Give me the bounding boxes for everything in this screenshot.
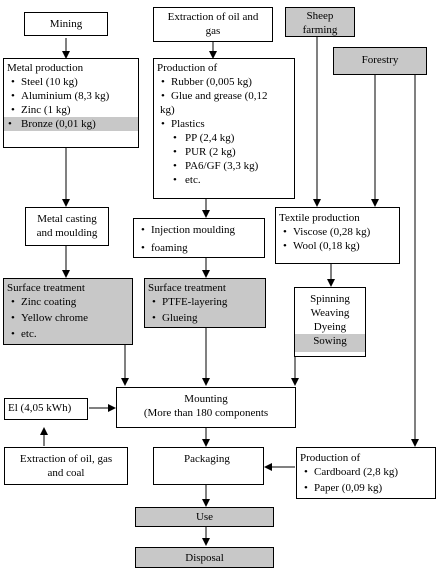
disposal-label: Disposal bbox=[185, 552, 224, 564]
production-packaging-box bbox=[296, 447, 436, 499]
production-materials-box bbox=[153, 58, 295, 199]
extraction-oil-gas-line-2: gas bbox=[205, 25, 221, 37]
textile-item-viscose: • Viscose (0,28 kg) bbox=[279, 225, 396, 239]
metal-item-aluminium: • Aluminium (8,3 kg) bbox=[7, 89, 135, 103]
extraction-oil-gas-line-1: Extraction of oil and bbox=[167, 11, 259, 23]
packaging-item-paper: • Paper (0,09 kg) bbox=[300, 481, 432, 495]
electricity-label: El (4,05 kWh) bbox=[8, 402, 72, 414]
surface-treatment-plastic-box bbox=[144, 278, 266, 328]
surface-plastic-item-glueing: • Glueing bbox=[148, 311, 262, 325]
metal-item-steel: • Steel (10 kg) bbox=[7, 75, 135, 89]
plastic-item-pp: • PP (2,4 kg) bbox=[157, 131, 291, 145]
plastic-item-etc: • etc. bbox=[157, 173, 291, 187]
textile-production-box bbox=[275, 207, 400, 264]
forestry-label: Forestry bbox=[361, 54, 399, 66]
packaging-item-cardboard: • Cardboard (2,8 kg) bbox=[300, 465, 432, 479]
extraction-oil-gas-coal-box bbox=[4, 447, 128, 485]
mining-box bbox=[24, 12, 108, 36]
extraction-coal-line-1: Extraction of oil, gas bbox=[19, 453, 113, 465]
injection-moulding-list bbox=[137, 223, 261, 255]
sheep-farming-line-1: Sheep bbox=[306, 10, 334, 22]
surface-plastic-list bbox=[148, 295, 262, 325]
material-item-glue: • Glue and grease (0,12 bbox=[157, 89, 291, 103]
surface-treatment-metal-box bbox=[3, 278, 133, 345]
metal-production-title: Metal production bbox=[7, 62, 84, 74]
surface-plastic-title: Surface treatment bbox=[148, 282, 226, 294]
injection-item-foaming: • foaming bbox=[137, 241, 261, 255]
metal-casting-line-2: and moulding bbox=[36, 227, 98, 239]
extraction-coal-line-2: and coal bbox=[47, 467, 85, 479]
surface-metal-title: Surface treatment bbox=[7, 282, 85, 294]
production-packaging-list bbox=[300, 465, 432, 495]
metal-casting-box bbox=[25, 207, 109, 246]
packaging-box bbox=[153, 447, 264, 485]
use-label: Use bbox=[195, 511, 214, 523]
electricity-box bbox=[4, 398, 88, 420]
metal-production-list bbox=[7, 75, 135, 131]
production-materials-list bbox=[157, 75, 291, 187]
surface-plastic-item-ptfe: • PTFE-layering bbox=[148, 295, 262, 309]
plastic-item-pa6: • PA6/GF (3,3 kg) bbox=[157, 159, 291, 173]
surface-metal-list bbox=[7, 295, 129, 341]
surface-metal-item-zinc: • Zinc coating bbox=[7, 295, 129, 309]
mining-label: Mining bbox=[49, 18, 83, 30]
textile-step-sowing: Sowing bbox=[295, 334, 365, 352]
packaging-label: Packaging bbox=[184, 453, 230, 465]
surface-metal-item-chrome: • Yellow chrome bbox=[7, 311, 129, 325]
metal-production-box bbox=[3, 58, 139, 148]
surface-metal-item-etc: • etc. bbox=[7, 327, 129, 341]
injection-moulding-box bbox=[133, 218, 265, 258]
textile-steps-box bbox=[294, 287, 366, 357]
disposal-box bbox=[135, 547, 274, 568]
extraction-oil-gas-box bbox=[153, 7, 273, 42]
metal-casting-line-1: Metal casting bbox=[37, 213, 97, 225]
plastic-item-pur: • PUR (2 kg) bbox=[157, 145, 291, 159]
metal-item-bronze: • Bronze (0,01 kg) bbox=[4, 117, 138, 131]
textile-production-title: Textile production bbox=[279, 212, 360, 224]
sheep-farming-line-2: farming bbox=[302, 24, 338, 36]
production-materials-title: Production of bbox=[157, 62, 218, 74]
mounting-box bbox=[116, 387, 296, 428]
textile-item-wool: • Wool (0,18 kg) bbox=[279, 239, 396, 253]
textile-step-weaving: Weaving bbox=[310, 307, 350, 319]
textile-step-spinning: Spinning bbox=[310, 293, 350, 305]
textile-step-dyeing: Dyeing bbox=[313, 321, 347, 333]
textile-production-list bbox=[279, 225, 396, 253]
injection-item-moulding: • Injection moulding bbox=[137, 223, 261, 237]
sheep-farming-box bbox=[285, 7, 355, 37]
production-packaging-title: Production of bbox=[300, 452, 361, 464]
material-item-rubber: • Rubber (0,005 kg) bbox=[157, 75, 291, 89]
forestry-box bbox=[333, 47, 427, 75]
mounting-line-1: Mounting bbox=[184, 393, 228, 405]
material-item-plastics: • Plastics bbox=[157, 117, 291, 131]
metal-item-zinc: • Zinc (1 kg) bbox=[7, 103, 135, 117]
mounting-line-2: (More than 180 components bbox=[143, 407, 269, 419]
material-item-glue-unit: kg) bbox=[160, 104, 175, 116]
use-box bbox=[135, 507, 274, 527]
